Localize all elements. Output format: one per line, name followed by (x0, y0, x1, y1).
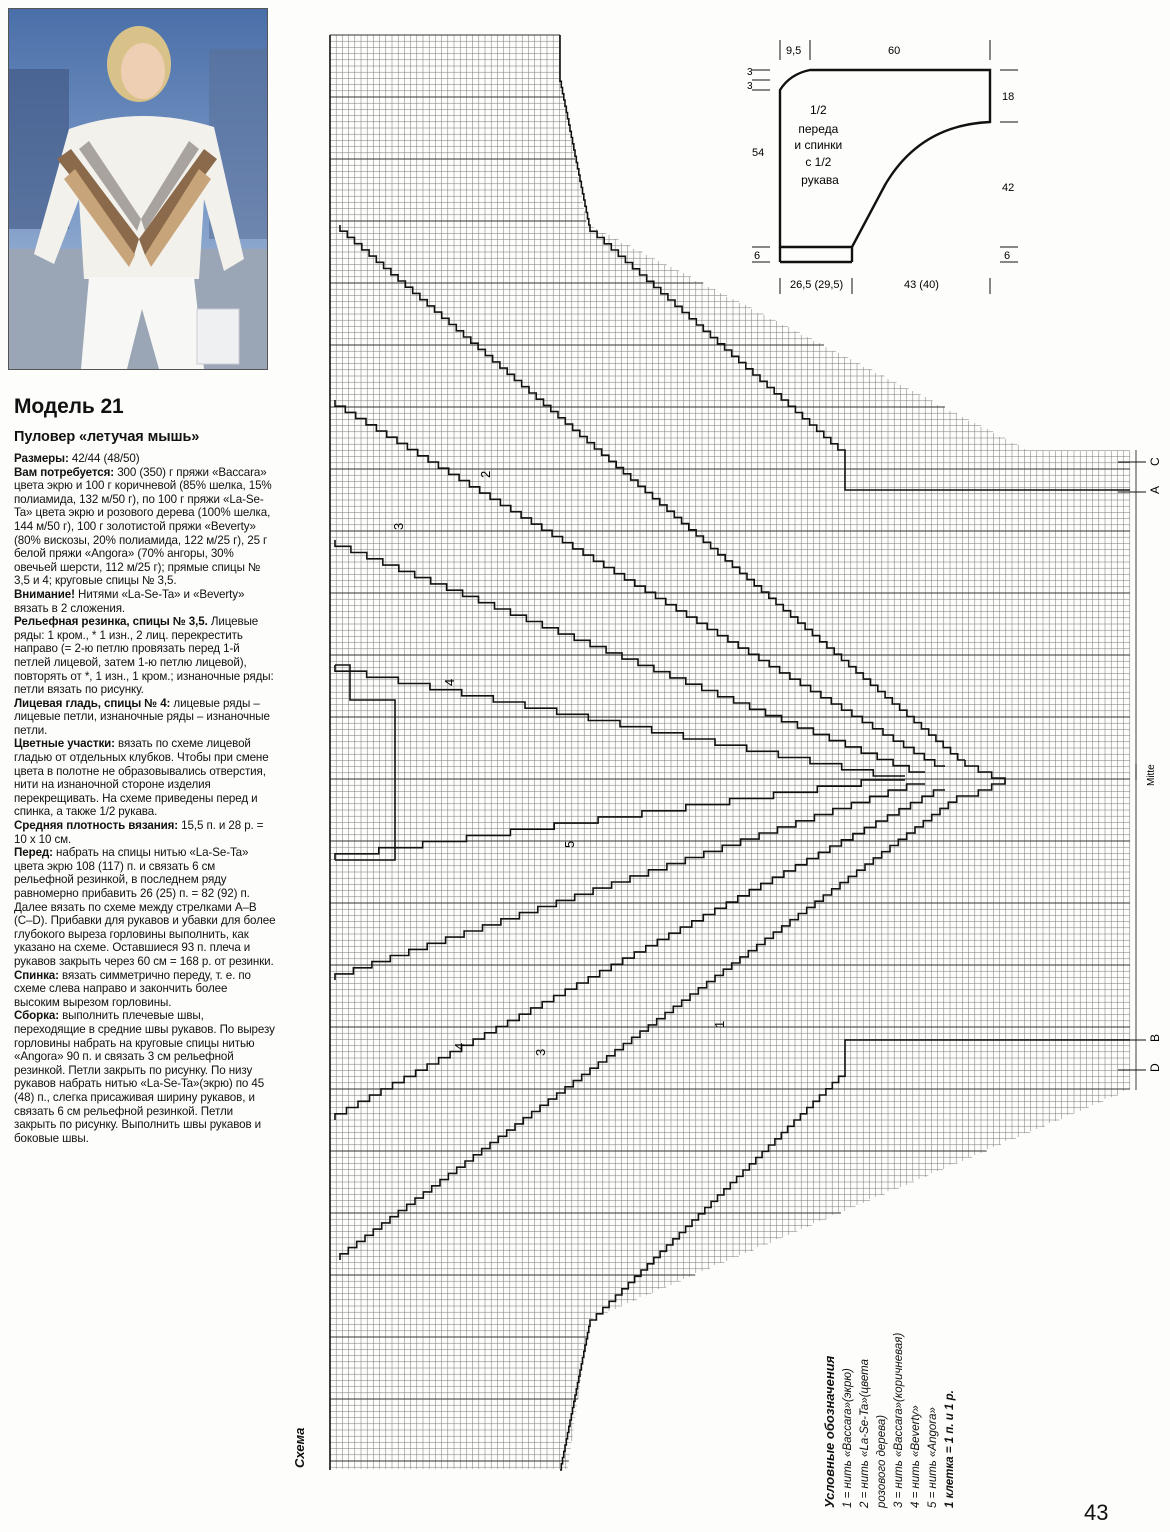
legend-title: Условные обозначения (822, 1355, 837, 1508)
zone-label-3-bottom: 3 (533, 1048, 548, 1056)
paragraph-body: Нитями «La-Se-Ta» и «Beverty» вязать в 2 сложения. (14, 587, 245, 615)
paragraph-body: Лицевые ряды: 1 кром., * 1 изн., 2 лиц. перекрестить направо (= 2-ю петлю провязать перед 1-й петлей лицевой, затем 1-ю петлю лицевой), повторять от *, 1 изн., 1 кром.; изнаночные ряды: петли вязать по рисунку. (14, 615, 274, 697)
paragraph-head: Перед: (14, 846, 53, 860)
paragraph-body: лицевые ряды – лицевые петли, изнаночные ряды – изнаночные петли. (14, 696, 270, 737)
model-title: Модель 21 (14, 395, 124, 418)
zone-label-1: 1 (712, 1020, 727, 1028)
dim-right-6: 6 (1004, 250, 1011, 262)
arrow-c-label: C (1148, 457, 1162, 466)
arrow-c-marker (1118, 457, 1162, 466)
arrow-b-label: B (1148, 1033, 1162, 1042)
zone-label-5: 5 (562, 840, 577, 848)
zone-boundary-lower (335, 784, 925, 980)
legend-item: 5 = нить «Angora» (927, 1407, 939, 1508)
dim-left-3a: 3 (747, 67, 753, 78)
zone-boundary-lower (335, 780, 905, 860)
dim-left-3b: 3 (747, 81, 753, 92)
piece-label-line: и спинки (794, 138, 843, 152)
model-subtitle: Пуловер «летучая мышь» (14, 429, 200, 445)
legend-item: 2 = нить «La-Se-Ta»(цвета розового дерева) (859, 1359, 888, 1508)
paragraph-head: Рельефная резинка, спицы № 3,5. (14, 615, 208, 629)
dim-bottom-right: 43 (40) (904, 279, 939, 291)
paragraph-head: Внимание! (14, 587, 75, 601)
dim-bottom-left: 26,5 (29,5) (790, 279, 844, 291)
legend-item: 4 = нить «Beverty» (910, 1405, 922, 1508)
dim-right-42: 42 (1002, 182, 1015, 194)
paragraph-body: выполнить плечевые швы, переходящие в средние швы рукавов. По вырезу горловины набрать на круговые спицы нитью «Angora» 90 п. и связать 3 см рельефной резинкой. Петли закрыть по рисунку. По низу рукавов набрать нитью «La-Se-Ta»(экрю) по 45 (48) п., слегка присаживая ширину рукавов, и связать 6 см рельефной резинкой. Петли закрыть по рисунку. Выполнить швы рукавов и боковые швы. (14, 1009, 275, 1145)
arrow-a-label: A (1148, 485, 1162, 494)
paragraph-head: Лицевая гладь, спицы № 4: (14, 696, 171, 710)
dim-left-6: 6 (754, 250, 761, 262)
arrow-d-label: D (1148, 1063, 1162, 1072)
paragraph-head: Спинка: (14, 968, 59, 982)
dim-top-right: 60 (888, 45, 901, 57)
piece-label-line: переда (798, 122, 839, 136)
paragraph-body: 42/44 (48/50) (68, 452, 140, 465)
legend-item: 1 = нить «Baccara»(экрю) (842, 1368, 854, 1508)
paragraph-body: набрать на спицы нитью «La-Se-Ta» цвета экрю 108 (117) п. и связать 6 см рельефной резинкой, в последнем ряду равномерно прибавить 26 (25) п. = 82 (92) п. Далее вязать по схеме между стрелками А–В (С–D). Прибавки для рукавов и убавки для более глубокого выреза горловины выполнить, как указано на схеме. Оставшиеся 93 п. плеча и рукавов закрыть через 60 см = 168 р. от резинки. (14, 846, 276, 968)
paragraph-head: Вам потребуется: (14, 465, 115, 479)
dim-top-left: 9,5 (786, 45, 802, 57)
paragraph-head: Сборка: (14, 1009, 59, 1023)
mitte-marker (1136, 764, 1157, 786)
zone-label-4-bottom: 4 (452, 1042, 467, 1050)
paragraph-body: вязать симметрично переду, т. е. по схеме слева направо и закончить более высоким вырезом горловины. (14, 968, 251, 1009)
piece-label-line: с 1/2 (805, 155, 832, 169)
piece-label-line: 1/2 (809, 103, 827, 117)
zone-tip (965, 760, 1005, 796)
piece-label-line: рукава (801, 173, 839, 187)
dim-left-54: 54 (752, 147, 765, 159)
schema-label: Схема (292, 1427, 307, 1468)
zone-label-4-top: 4 (442, 678, 457, 686)
page-number: 43 (1084, 1500, 1109, 1525)
mitte-label: Mitte (1146, 764, 1157, 786)
paragraph-body: 300 (350) г пряжи «Baccara» цвета экрю и 100 г коричневой (85% шелка, 15% полиамида, 132 м/50 г), по 100 г пряжи «La-Se-Ta» цвета экрю и розового дерева (100% шелка, 144 м/50 г), 100 г золотистой пряжи «Beverty» (80% вискозы, 20% полиамида, 122 м/25 г), 25 г белой пряжи «Angora» (70% ангоры, 30% овечьей шерсти, 112 м/25 г); прямые спицы № 3,5 и 4; круговые спицы № 3,5. (14, 465, 272, 588)
legend-content (820, 1318, 990, 1508)
pattern-piece-diagram (747, 40, 1018, 294)
paragraph-body: вязать по схеме лицевой гладью от отдельных клубков. Чтобы при смене цвета в полотне не образовывались отверстия, нити на изнаночной стороне изделия перекрещивать. На схеме приведены перед и спинка, а также 1/2 рукава. (14, 737, 269, 819)
paragraph-head: Размеры: (14, 452, 69, 465)
paragraph-head: Средняя плотность вязания: (14, 819, 179, 833)
zone-label-2: 2 (478, 470, 493, 478)
zone-label-3-top: 3 (391, 522, 406, 530)
zone-boundary-upper (335, 540, 925, 772)
zone-boundary-upper (335, 665, 905, 776)
legend-item: 3 = нить «Baccara»(коричневая) (893, 1332, 905, 1508)
legend-item: 1 клетка = 1 п. и 1 р. (944, 1390, 956, 1508)
dim-right-18: 18 (1002, 91, 1015, 103)
paragraph-head: Цветные участки: (14, 737, 115, 751)
legend (820, 1318, 990, 1508)
paragraph-body: 15,5 п. и 28 р. = 10 х 10 см. (14, 819, 264, 846)
